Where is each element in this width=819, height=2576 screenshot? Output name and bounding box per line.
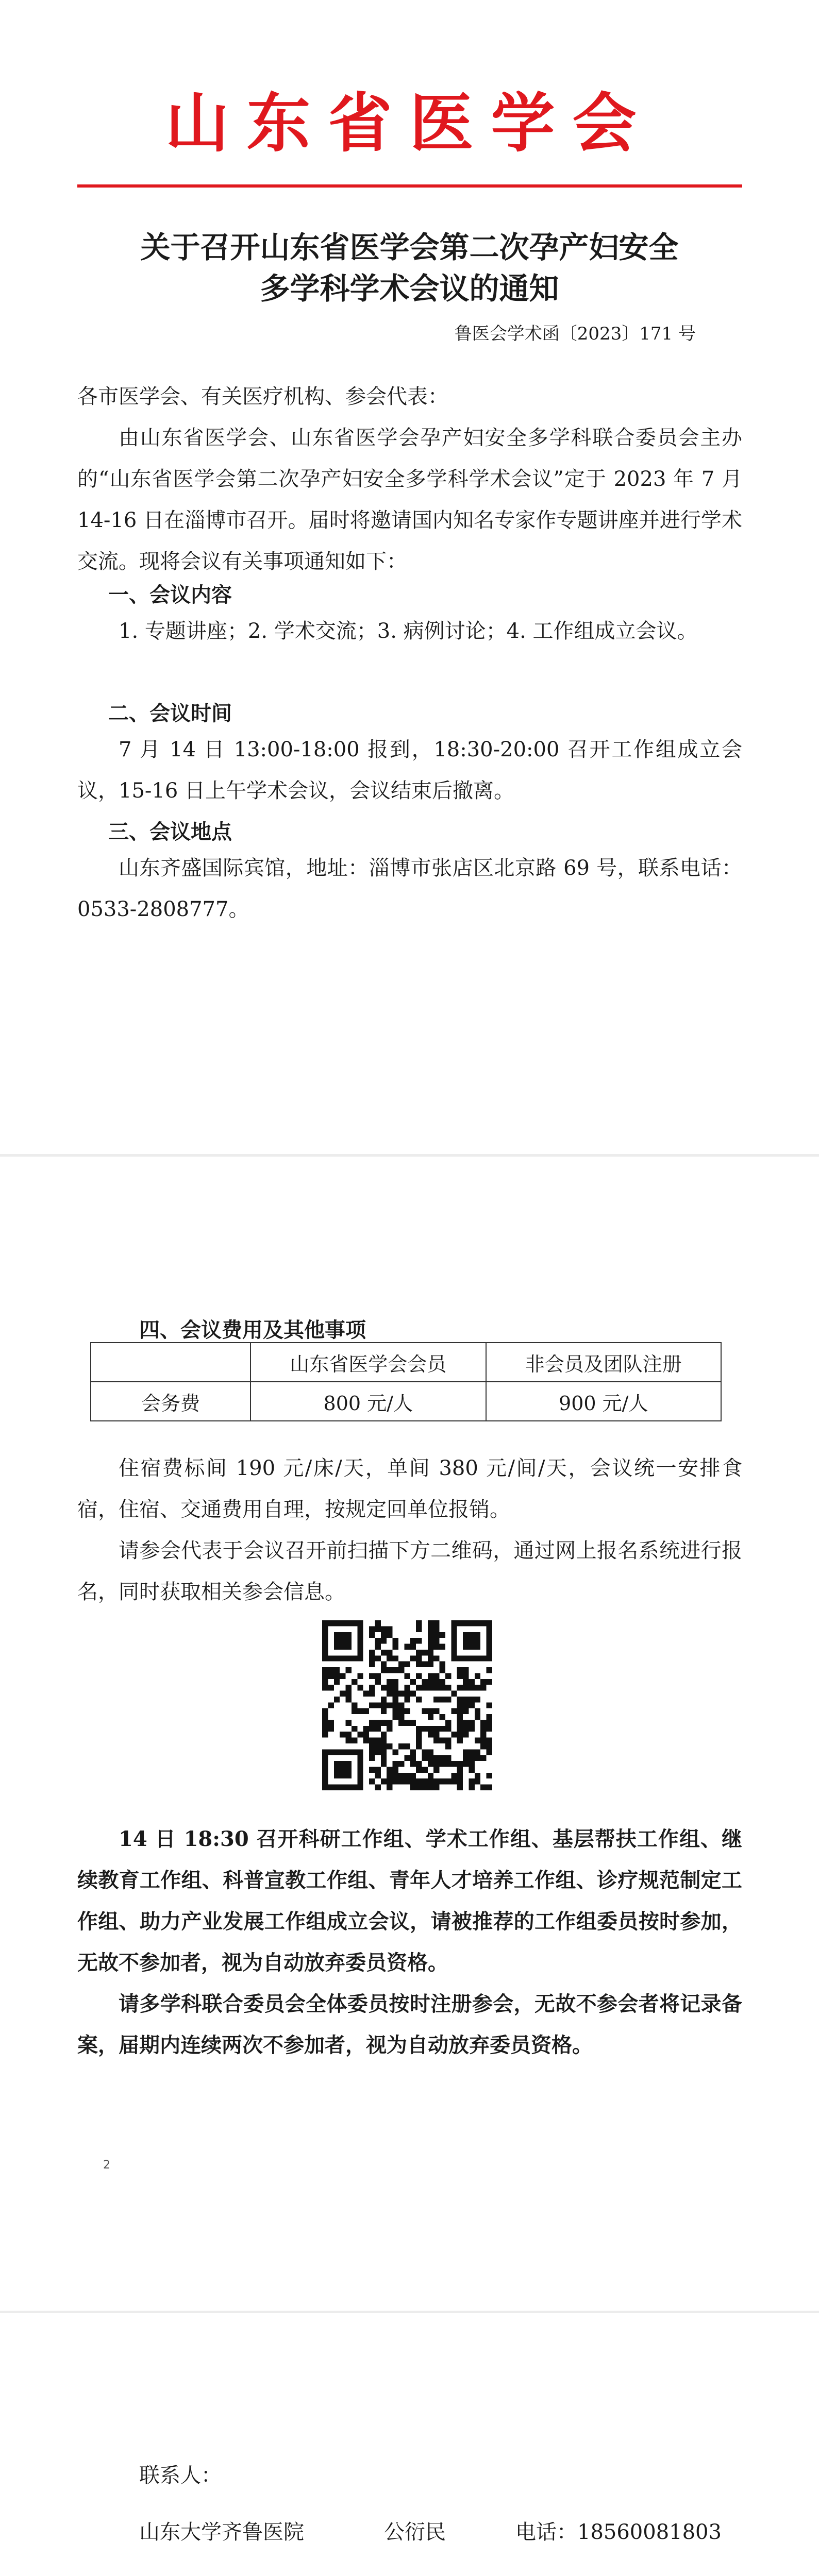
page-1 (0, 0, 819, 1157)
lodging-paragraph: 住宿费标间 190 元/床/天，单间 380 元/间/天，会议统一安排食宿，住宿、交通费用自理，按规定回单位报销。 (77, 1456, 742, 1521)
table-header-member: 山东省医学会会员 (250, 1343, 486, 1382)
section-3-text: 山东齐盛国际宾馆，地址：淄博市张店区北京路 69 号，联系电话：0533-2808777。 (77, 856, 742, 921)
fee-table (90, 1342, 722, 1421)
table-row (91, 1343, 721, 1382)
attendance-paragraph: 请多学科联合委员会全体委员按时注册参会，无故不参会者将记录备案，届期内连续两次不参加者，视为自动放弃委员资格。 (77, 1992, 742, 2057)
registration-paragraph: 请参会代表于会议召开前扫描下方二维码，通过网上报名系统进行报名，同时获取相关参会信息。 (77, 1539, 742, 1604)
contact-phone: 电话：18560081803 (515, 2520, 722, 2544)
section-2-heading: 二、会议时间 (108, 701, 232, 725)
salutation: 各市医学会、有关医疗机构、参会代表： (77, 385, 448, 409)
notice-title-line-1: 关于召开山东省医学会第二次孕产妇安全 (140, 230, 679, 265)
page-2 (0, 1157, 819, 2313)
table-row-label: 会务费 (91, 1382, 250, 1421)
section-3-heading: 三、会议地点 (108, 820, 232, 844)
intro-paragraph: 由山东省医学会、山东省医学会孕产妇安全多学科联合委员会主办的“山东省医学会第二次孕产妇安全多学科学术会议”定于 2023 年 7 月 14-16 日在淄博市召开。届时将邀请国内知名专家作专题讲座并进行学术交流。现将会议有关事项通知如下： (77, 426, 742, 573)
section-4-heading: 四、会议费用及其他事项 (139, 1318, 366, 1342)
table-header-nonmember: 非会员及团队注册 (486, 1343, 722, 1382)
qr-code-icon (322, 1620, 492, 1790)
contact-name: 公衍民 (384, 2520, 446, 2544)
section-1-text: 1. 专题讲座；2. 学术交流；3. 病例讨论；4. 工作组成立会议。 (119, 619, 698, 643)
page-number: 2 (103, 2159, 110, 2172)
nonmember-fee-cell: 900 元/人 (486, 1382, 722, 1421)
contact-org: 山东大学齐鲁医院 (139, 2520, 304, 2544)
page-3 (0, 2313, 819, 2576)
registration-qr-code[interactable] (322, 1620, 492, 1790)
notice-title-line-2: 多学科学术会议的通知 (260, 271, 559, 306)
document-number: 鲁医会学术函〔2023〕171 号 (454, 324, 696, 344)
member-fee-cell: 800 元/人 (250, 1382, 486, 1421)
table-cell-empty (91, 1343, 250, 1382)
contacts-label: 联系人： (139, 2464, 222, 2487)
section-1-heading: 一、会议内容 (108, 583, 232, 607)
masthead-title: 山东省医学会 (165, 87, 654, 161)
working-groups-paragraph: 14 日 18:30 召开科研工作组、学术工作组、基层帮扶工作组、继续教育工作组、科普宣教工作组、青年人才培养工作组、诊疗规范制定工作组、助力产业发展工作组成立会议，请被推荐的工作组委员按时参加，无故不参加者，视为自动放弃委员资格。 (77, 1827, 742, 1975)
table-row (91, 1382, 721, 1421)
red-header-rule (77, 184, 742, 188)
section-2-text: 7 月 14 日 13:00-18:00 报到，18:30-20:00 召开工作组成立会议，15-16 日上午学术会议，会议结束后撤离。 (77, 738, 742, 803)
